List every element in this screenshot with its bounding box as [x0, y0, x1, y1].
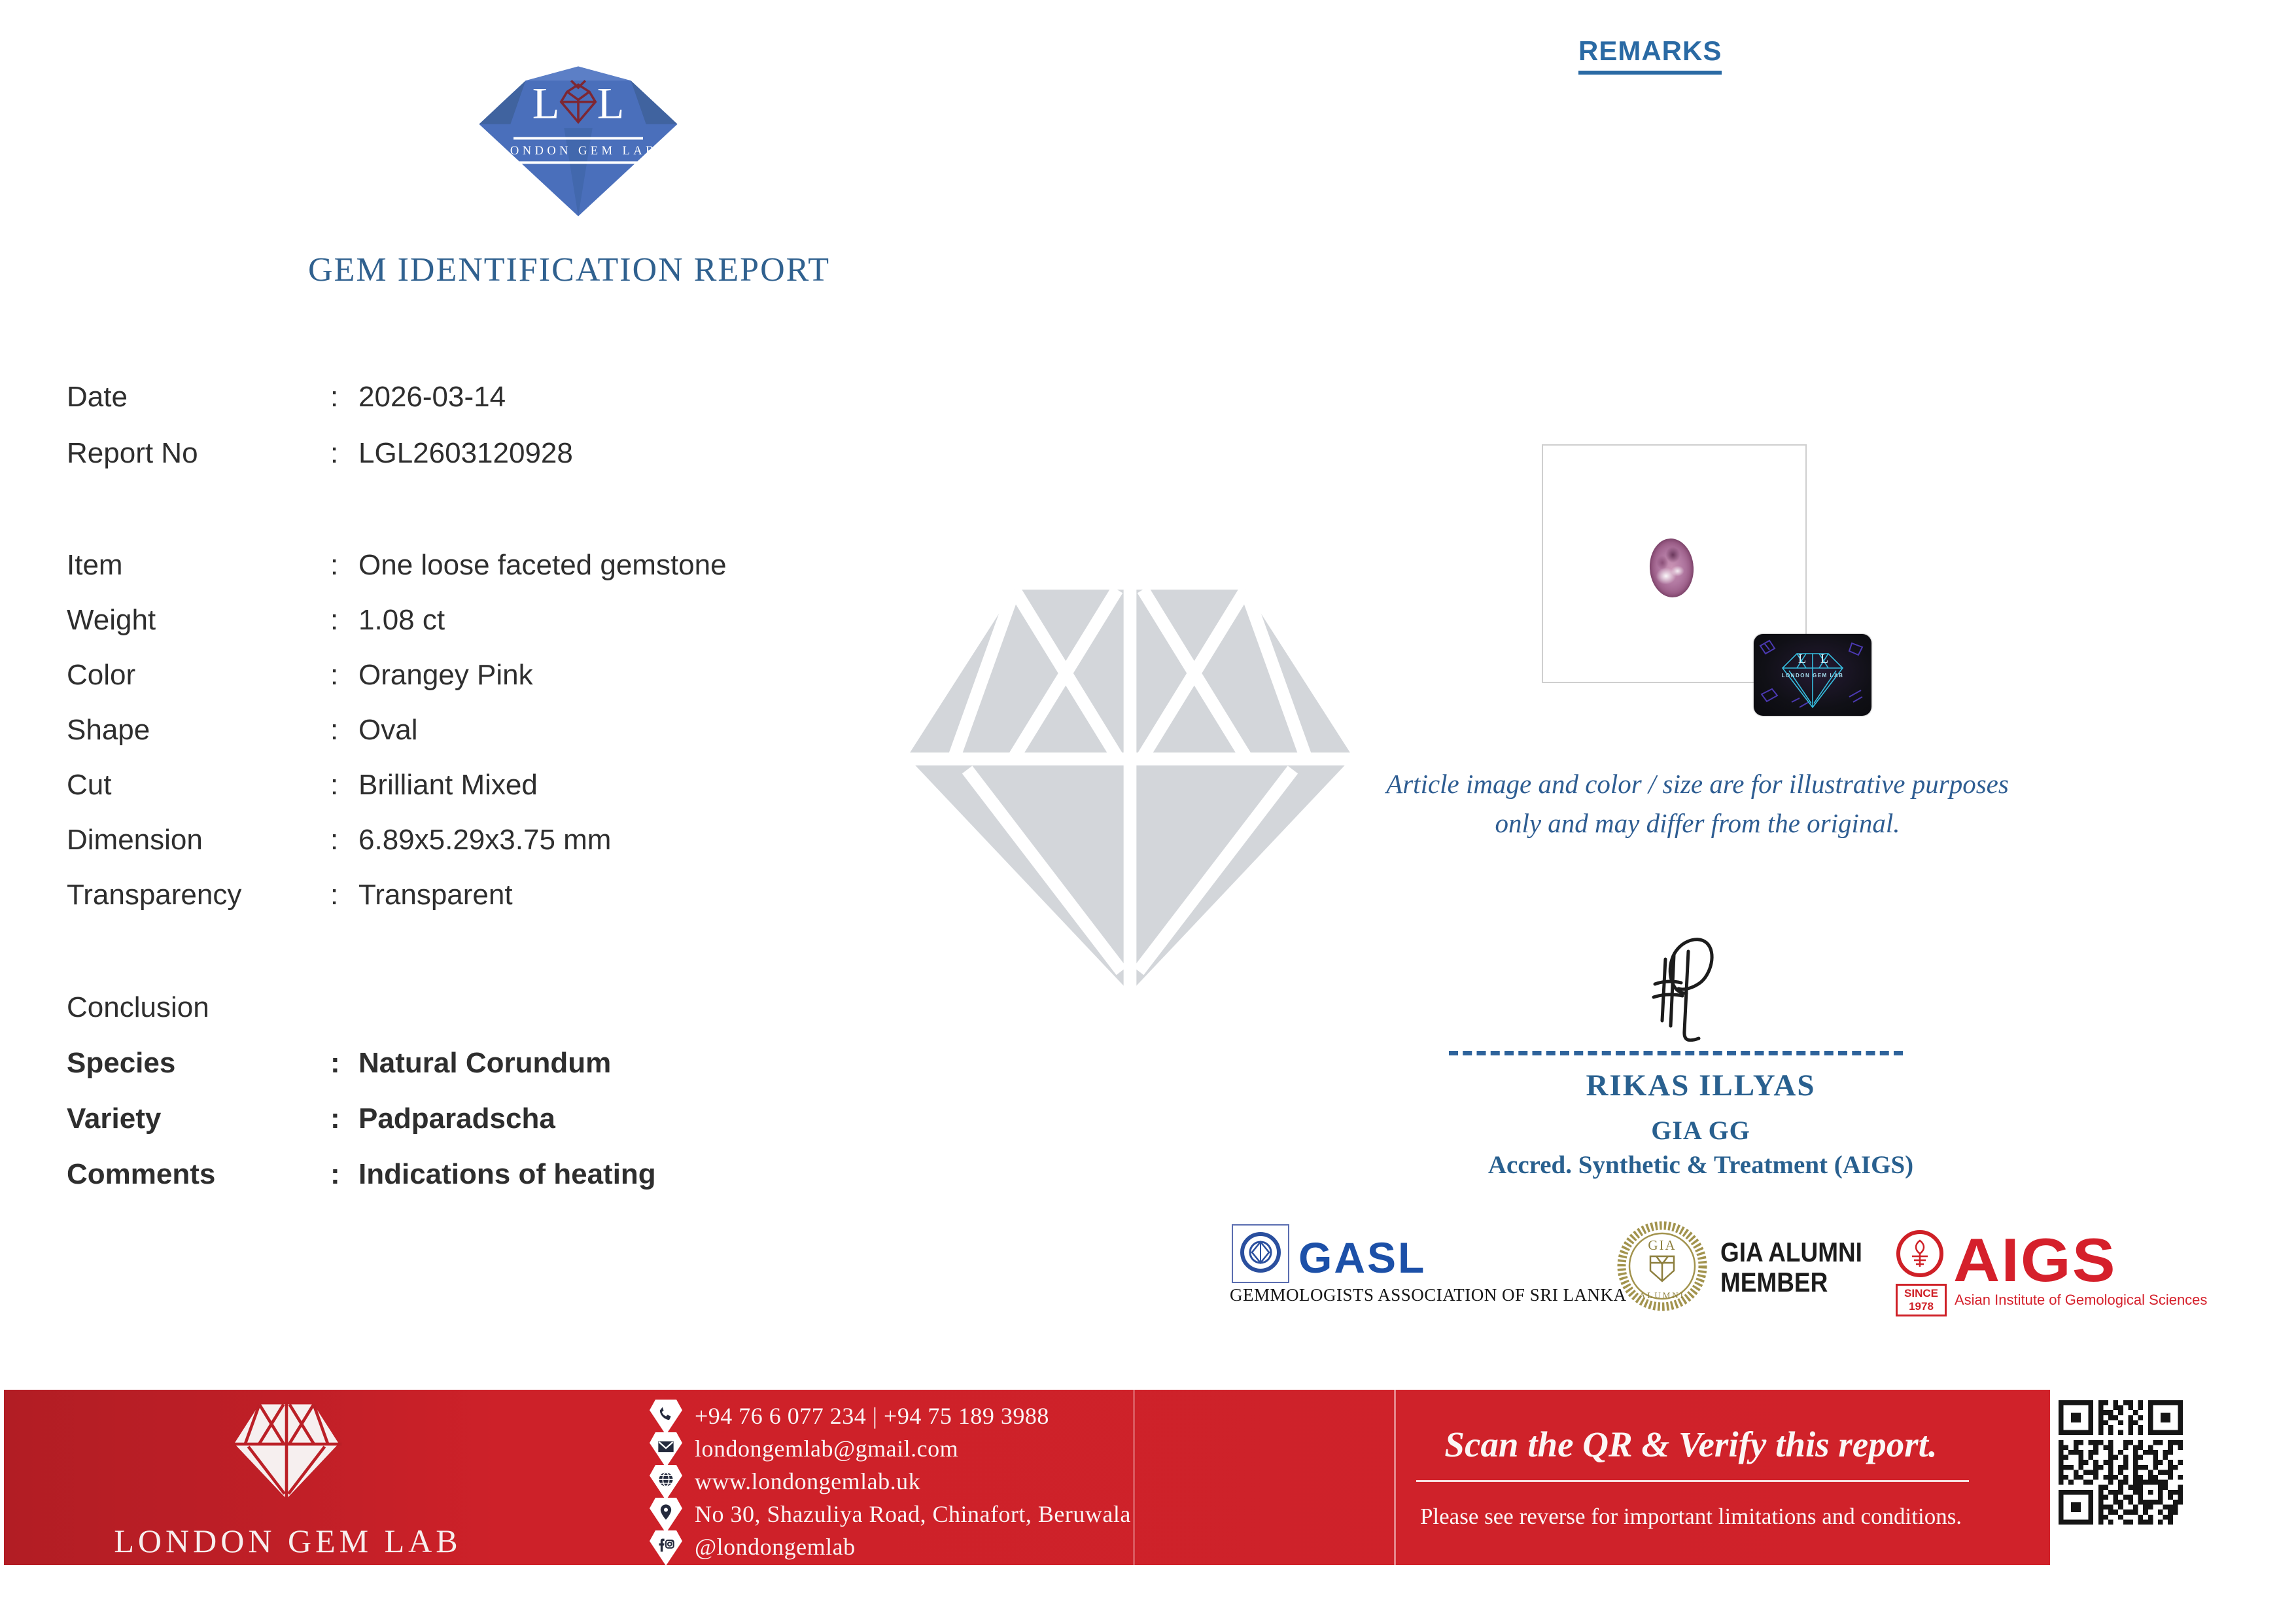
field-label: Cut [67, 769, 112, 801]
field-value: Orangey Pink [358, 659, 533, 691]
field-colon: : [330, 549, 339, 581]
hologram-monogram-right: L [1820, 652, 1829, 666]
field-colon: : [330, 1047, 340, 1079]
field-label: Dimension [67, 824, 203, 856]
page-title: GEM IDENTIFICATION REPORT [308, 251, 830, 289]
field-row-cut [67, 766, 538, 804]
field-value: Brilliant Mixed [358, 769, 538, 801]
london-gem-lab-logo [476, 65, 680, 217]
verify-note: Please see reverse for important limitations and conditions. [1419, 1504, 1962, 1529]
field-colon: : [330, 824, 339, 856]
field-colon: : [330, 769, 339, 801]
field-colon: : [330, 381, 339, 413]
field-colon: : [330, 659, 339, 691]
field-label: Comments [67, 1158, 216, 1190]
field-colon: : [330, 437, 339, 469]
field-label: Date [67, 381, 128, 413]
aigs-since-line1: SINCE [1904, 1287, 1938, 1299]
field-value: LGL2603120928 [358, 437, 573, 469]
field-row-species [67, 1044, 611, 1082]
field-row-dimension [67, 821, 611, 859]
hologram-monogram-left: L [1798, 652, 1807, 666]
diamond-watermark-icon [890, 573, 1370, 1001]
field-colon: : [330, 604, 339, 636]
contact-value: +94 76 6 077 234 | +94 75 189 3988 [695, 1403, 1049, 1429]
gia-alumni-seal-icon [1612, 1218, 1712, 1314]
remarks-heading: REMARKS [1578, 35, 1722, 75]
logo-brand-text: LONDON GEM LAB [499, 144, 657, 158]
field-colon: : [330, 1103, 340, 1135]
gia-alumni-line1: GIA ALUMNI [1720, 1237, 1862, 1267]
field-label: Report No [67, 437, 198, 469]
gia-alumni-line2: MEMBER [1720, 1267, 1828, 1297]
field-label: Variety [67, 1103, 162, 1135]
field-row-item [67, 546, 727, 584]
contact-value: No 30, Shazuliya Road, Chinafort, Beruwala [695, 1501, 1131, 1527]
hologram-sticker [1754, 634, 1871, 716]
field-label: Color [67, 659, 136, 691]
field-row-report-no [67, 434, 573, 472]
signature-rule [1449, 1051, 1903, 1055]
gia-seal-top-text: GIA [1648, 1237, 1677, 1253]
logo-monogram-left: L [532, 78, 560, 128]
aigs-since-badge [1896, 1284, 1947, 1316]
field-row-date [67, 378, 506, 416]
field-label: Item [67, 549, 123, 581]
contact-value: @londongemlab [695, 1534, 856, 1560]
logo-monogram-right: L [597, 78, 625, 128]
field-label: Shape [67, 714, 150, 746]
qr-code [2059, 1400, 2183, 1525]
field-row-weight [67, 601, 445, 639]
field-value: Natural Corundum [358, 1047, 612, 1079]
verify-title-rule [1416, 1480, 1969, 1482]
conclusion-heading-label: Conclusion [67, 991, 209, 1023]
field-label: Weight [67, 604, 156, 636]
field-label: Transparency [67, 879, 242, 911]
field-value: 1.08 ct [358, 604, 445, 636]
field-row-color [67, 656, 533, 694]
verify-title: Scan the QR & Verify this report. [1444, 1424, 1938, 1464]
contact-value: www.londongemlab.uk [695, 1468, 921, 1494]
signer-credential: GIA GG [1651, 1116, 1750, 1145]
field-row-shape [67, 711, 417, 749]
field-row-variety [67, 1100, 555, 1138]
field-row-transparency [67, 876, 513, 914]
gasl-caption: GEMMOLOGISTS ASSOCIATION OF SRI LANKA [1230, 1285, 1627, 1305]
hologram-brand-text: LONDON GEM LAB [1781, 673, 1844, 679]
footer-crease-left [1133, 1390, 1135, 1565]
contact-value: londongemlab@gmail.com [695, 1436, 959, 1462]
footer-brand: LONDON GEM LAB [114, 1523, 462, 1559]
field-value: Transparent [358, 879, 513, 911]
field-colon: : [330, 714, 339, 746]
aigs-since-line2: 1978 [1909, 1300, 1934, 1313]
field-value: Padparadscha [358, 1103, 555, 1135]
signer-name: RIKAS ILLYAS [1586, 1068, 1816, 1103]
illustrative-note [1354, 764, 2041, 843]
field-value: One loose faceted gemstone [358, 549, 727, 581]
footer-diamond-icon [230, 1400, 343, 1501]
gasl-emblem-icon [1231, 1224, 1290, 1284]
conclusion-heading [67, 989, 209, 1027]
field-colon: : [330, 1158, 340, 1190]
field-value: Oval [358, 714, 418, 746]
field-colon: : [330, 879, 339, 911]
field-value: 2026-03-14 [358, 381, 506, 413]
illustrative-note-line1: Article image and color / size are for illustrative purposes [1386, 769, 2009, 799]
field-value: Indications of heating [358, 1158, 656, 1190]
aigs-emblem-icon [1894, 1227, 1945, 1282]
field-row-comments [67, 1156, 656, 1193]
field-value: 6.89x5.29x3.75 mm [358, 824, 612, 856]
hologram-art-icon [1754, 634, 1871, 716]
footer-crease-right [1394, 1390, 1396, 1565]
aigs-tagline: Asian Institute of Gemological Sciences [1955, 1292, 2208, 1308]
aigs-acronym: AIGS [1953, 1226, 2117, 1294]
signer-accreditation: Accred. Synthetic & Treatment (AIGS) [1487, 1151, 1914, 1179]
illustrative-note-line2: only and may differ from the original. [1495, 808, 1900, 838]
gasl-acronym: GASL [1298, 1233, 1427, 1282]
gemologist-signature [1610, 933, 1767, 1068]
gia-seal-bottom-text: ALUMNI [1639, 1290, 1685, 1300]
field-label: Species [67, 1047, 176, 1079]
